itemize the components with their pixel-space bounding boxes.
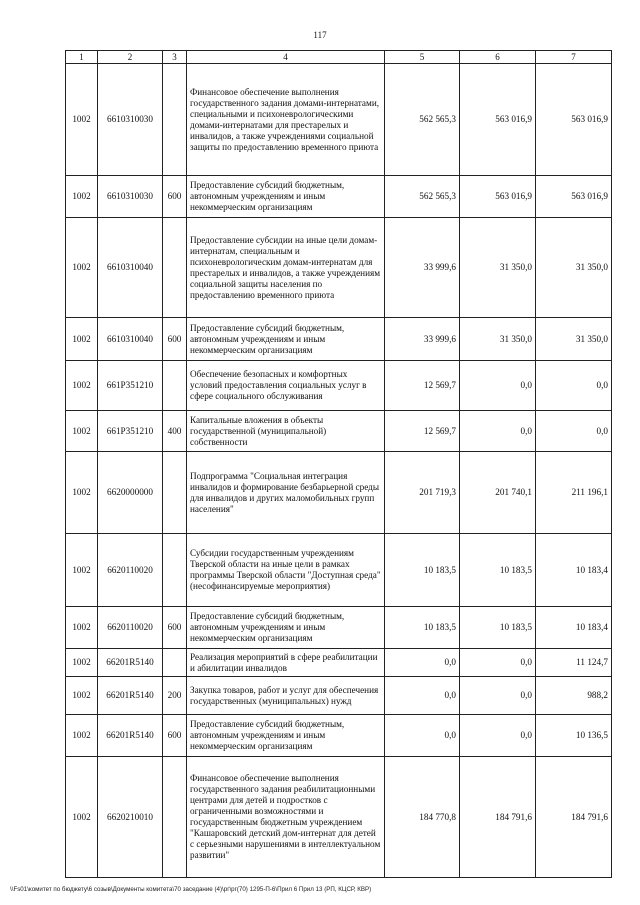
table-row	[66, 677, 612, 715]
table-row	[66, 411, 612, 452]
value-col7-cell: 10 136,5	[536, 715, 612, 757]
value-col6-cell: 0,0	[460, 677, 536, 715]
target-code-cell: 6620000000	[98, 452, 163, 534]
target-code-cell: 661P351210	[98, 361, 163, 411]
value-col6-cell: 563 016,9	[460, 176, 536, 218]
value-col6-cell: 0,0	[460, 715, 536, 757]
item-name-cell: Обеспечение безопасных и комфортных условий предоставления социальных услуг в сфере социального обслуживания	[187, 361, 385, 411]
table-row	[66, 452, 612, 534]
item-name-cell: Финансовое обеспечение выполнения государственного задания реабилитационными центрами для детей и подростков с ограниченными возможностями и государственным бюджетным учреждением "Кашаровский детский дом-интернат для детей с серьезными нарушениями в интеллектуальном развитии"	[187, 757, 385, 878]
value-col6-cell: 0,0	[460, 361, 536, 411]
value-col5-cell: 10 183,5	[385, 607, 460, 649]
item-name-cell: Предоставление субсидии на иные цели домам-интернатам, специальным и психоневрологическим домам-интернатам для престарелых и инвалидов, а также учреждениям социальной защиты населения по предоставлению временного приюта	[187, 218, 385, 318]
file-path-footer: \\Fs01\комитет по бюджету\6 созыв\Документы комитета\70 заседание (4)\рг\рг(70) 1295-П-6\Прил 6 Прил 13 (РП, КЦСР, КВР)	[10, 886, 372, 893]
section-cell: 1002	[66, 64, 98, 176]
value-col7-cell: 563 016,9	[536, 176, 612, 218]
column-header: 1	[66, 51, 98, 64]
value-col7-cell: 10 183,4	[536, 607, 612, 649]
column-header: 2	[98, 51, 163, 64]
expense-type-cell: 600	[163, 176, 187, 218]
table-row	[66, 218, 612, 318]
column-header: 3	[163, 51, 187, 64]
section-cell: 1002	[66, 452, 98, 534]
item-name-cell: Закупка товаров, работ и услуг для обеспечения государственных (муниципальных) нужд	[187, 677, 385, 715]
value-col7-cell: 211 196,1	[536, 452, 612, 534]
section-cell: 1002	[66, 607, 98, 649]
target-code-cell: 661P351210	[98, 411, 163, 452]
value-col5-cell: 0,0	[385, 677, 460, 715]
table-row	[66, 607, 612, 649]
value-col5-cell: 33 999,6	[385, 318, 460, 361]
expense-type-cell: 600	[163, 715, 187, 757]
expense-type-cell: 200	[163, 677, 187, 715]
table-row	[66, 757, 612, 878]
item-name-cell: Предоставление субсидий бюджетным, автономным учреждениям и иным некоммерческим организациям	[187, 318, 385, 361]
target-code-cell: 6610310040	[98, 218, 163, 318]
section-cell: 1002	[66, 411, 98, 452]
section-cell: 1002	[66, 361, 98, 411]
expense-type-cell: 400	[163, 411, 187, 452]
item-name-cell: Субсидии государственным учреждениям Тверской области на иные цели в рамках программы Тверской области "Доступная среда" (несофинансируемые мероприятия)	[187, 534, 385, 607]
value-col6-cell: 201 740,1	[460, 452, 536, 534]
value-col5-cell: 33 999,6	[385, 218, 460, 318]
section-cell: 1002	[66, 218, 98, 318]
column-header: 7	[536, 51, 612, 64]
target-code-cell: 6620110020	[98, 607, 163, 649]
section-cell: 1002	[66, 318, 98, 361]
value-col6-cell: 0,0	[460, 411, 536, 452]
value-col6-cell: 563 016,9	[460, 64, 536, 176]
value-col5-cell: 10 183,5	[385, 534, 460, 607]
expense-type-cell	[163, 361, 187, 411]
column-header: 5	[385, 51, 460, 64]
expense-type-cell	[163, 452, 187, 534]
item-name-cell: Предоставление субсидий бюджетным, автономным учреждениям и иным некоммерческим организациям	[187, 715, 385, 757]
target-code-cell: 66201R5140	[98, 715, 163, 757]
value-col7-cell: 0,0	[536, 411, 612, 452]
page-number: 117	[313, 30, 327, 40]
item-name-cell: Предоставление субсидий бюджетным, автономным учреждениям и иным некоммерческим организациям	[187, 176, 385, 218]
value-col6-cell: 31 350,0	[460, 218, 536, 318]
value-col6-cell: 10 183,5	[460, 607, 536, 649]
target-code-cell: 6620110020	[98, 534, 163, 607]
expense-type-cell: 600	[163, 318, 187, 361]
value-col7-cell: 184 791,6	[536, 757, 612, 878]
target-code-cell: 6610310030	[98, 176, 163, 218]
table-row	[66, 176, 612, 218]
item-name-cell: Реализация мероприятий в сфере реабилитации и абилитации инвалидов	[187, 649, 385, 677]
table-row	[66, 361, 612, 411]
value-col5-cell: 562 565,3	[385, 176, 460, 218]
value-col7-cell: 0,0	[536, 361, 612, 411]
section-cell: 1002	[66, 649, 98, 677]
value-col6-cell: 10 183,5	[460, 534, 536, 607]
value-col6-cell: 31 350,0	[460, 318, 536, 361]
value-col5-cell: 184 770,8	[385, 757, 460, 878]
table-row	[66, 534, 612, 607]
value-col7-cell: 563 016,9	[536, 64, 612, 176]
value-col5-cell: 0,0	[385, 649, 460, 677]
section-cell: 1002	[66, 757, 98, 878]
table-row	[66, 64, 612, 176]
value-col7-cell: 31 350,0	[536, 218, 612, 318]
section-cell: 1002	[66, 715, 98, 757]
section-cell: 1002	[66, 176, 98, 218]
value-col5-cell: 12 569,7	[385, 361, 460, 411]
target-code-cell: 6610310030	[98, 64, 163, 176]
expense-type-cell: 600	[163, 607, 187, 649]
section-cell: 1002	[66, 534, 98, 607]
value-col7-cell: 31 350,0	[536, 318, 612, 361]
column-header: 4	[187, 51, 385, 64]
column-header: 6	[460, 51, 536, 64]
value-col7-cell: 988,2	[536, 677, 612, 715]
value-col7-cell: 10 183,4	[536, 534, 612, 607]
expense-type-cell	[163, 649, 187, 677]
target-code-cell: 66201R5140	[98, 677, 163, 715]
budget-table	[65, 50, 612, 878]
expense-type-cell	[163, 534, 187, 607]
value-col5-cell: 562 565,3	[385, 64, 460, 176]
item-name-cell: Капитальные вложения в объекты государственной (муниципальной) собственности	[187, 411, 385, 452]
target-code-cell: 66201R5140	[98, 649, 163, 677]
value-col6-cell: 184 791,6	[460, 757, 536, 878]
target-code-cell: 6620210010	[98, 757, 163, 878]
value-col6-cell: 0,0	[460, 649, 536, 677]
target-code-cell: 6610310040	[98, 318, 163, 361]
item-name-cell: Предоставление субсидий бюджетным, автономным учреждениям и иным некоммерческим организациям	[187, 607, 385, 649]
table-row	[66, 649, 612, 677]
table-row	[66, 318, 612, 361]
section-cell: 1002	[66, 677, 98, 715]
item-name-cell: Финансовое обеспечение выполнения государственного задания домами-интернатами, специальными и психоневрологическими домами-интернатами для престарелых и инвалидов, а также учреждениями социальной защиты по предоставлению временного приюта	[187, 64, 385, 176]
expense-type-cell	[163, 757, 187, 878]
expense-type-cell	[163, 218, 187, 318]
value-col7-cell: 11 124,7	[536, 649, 612, 677]
item-name-cell: Подпрограмма "Социальная интеграция инвалидов и формирование безбарьерной среды для инвалидов и других маломобильных групп населения"	[187, 452, 385, 534]
value-col5-cell: 12 569,7	[385, 411, 460, 452]
expense-type-cell	[163, 64, 187, 176]
table-header-row	[66, 51, 612, 64]
value-col5-cell: 201 719,3	[385, 452, 460, 534]
value-col5-cell: 0,0	[385, 715, 460, 757]
table-row	[66, 715, 612, 757]
